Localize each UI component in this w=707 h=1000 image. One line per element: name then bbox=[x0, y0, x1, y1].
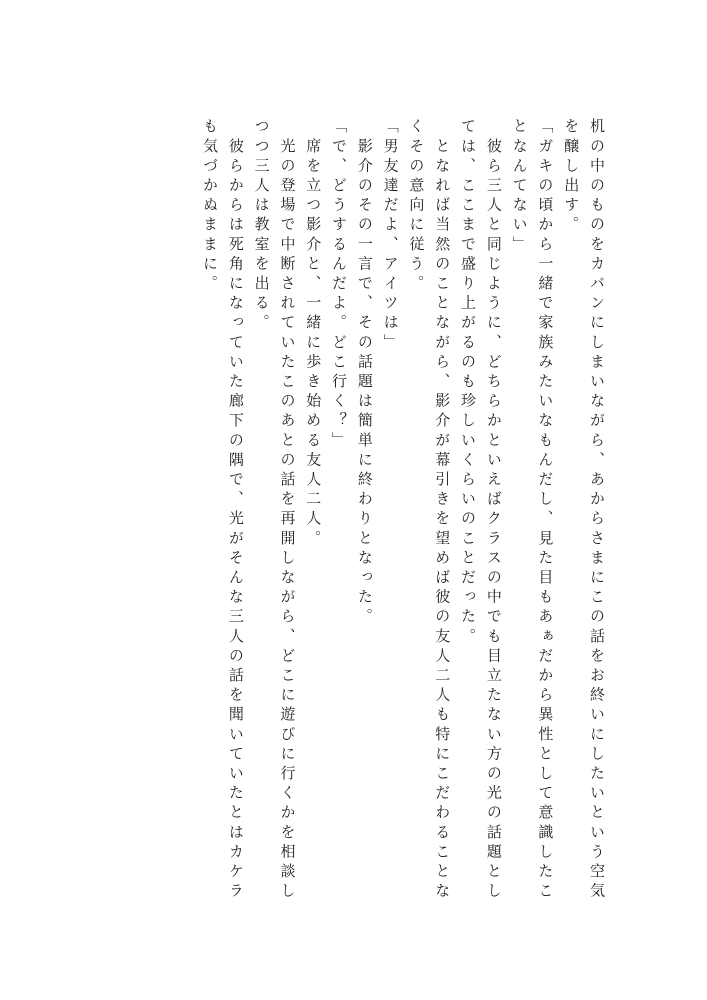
paragraph: 彼らからは死角になっていた廊下の隅で、光がそんな三人の話を聞いていたとはカケラも気づかぬままに。 bbox=[201, 118, 245, 902]
dialogue-line: 「男友達だよ、アイツは」 bbox=[381, 118, 400, 354]
paragraph: 席を立つ影介と、一緒に歩き始める友人二人。 bbox=[304, 118, 323, 550]
novel-text-column-block bbox=[196, 118, 609, 908]
dialogue-line: 「ガキの頃から一緒で家族みたいなもんだし、見た目もあぁだから異性として意識したことなんてない」 bbox=[510, 118, 555, 902]
paragraph: 彼ら三人と同じように、どちらかといえばクラスの中でも目立たない方の光の話題としては、ここまで盛り上がるのも珍しいくらいのことだった。 bbox=[459, 118, 503, 902]
dialogue-line: 「で、どうするんだよ。どこ行く？」 bbox=[330, 118, 349, 452]
paragraph: となれば当然のことながら、影介が幕引きを望めば彼の友人二人も特にこだわることなくその意向に従う。 bbox=[407, 118, 452, 902]
paragraph: 影介のその一言で、その話題は簡単に終わりとなった。 bbox=[355, 118, 374, 628]
paragraph: 机の中のものをカバンにしまいながら、あからさまにこの話をお終いにしたいという空気を醸し出す。 bbox=[562, 118, 606, 902]
paragraph: 光の登場で中断されていたこのあとの話を再開しながら、どこに遊びに行くかを相談しつつ三人は教室を出る。 bbox=[252, 118, 297, 902]
